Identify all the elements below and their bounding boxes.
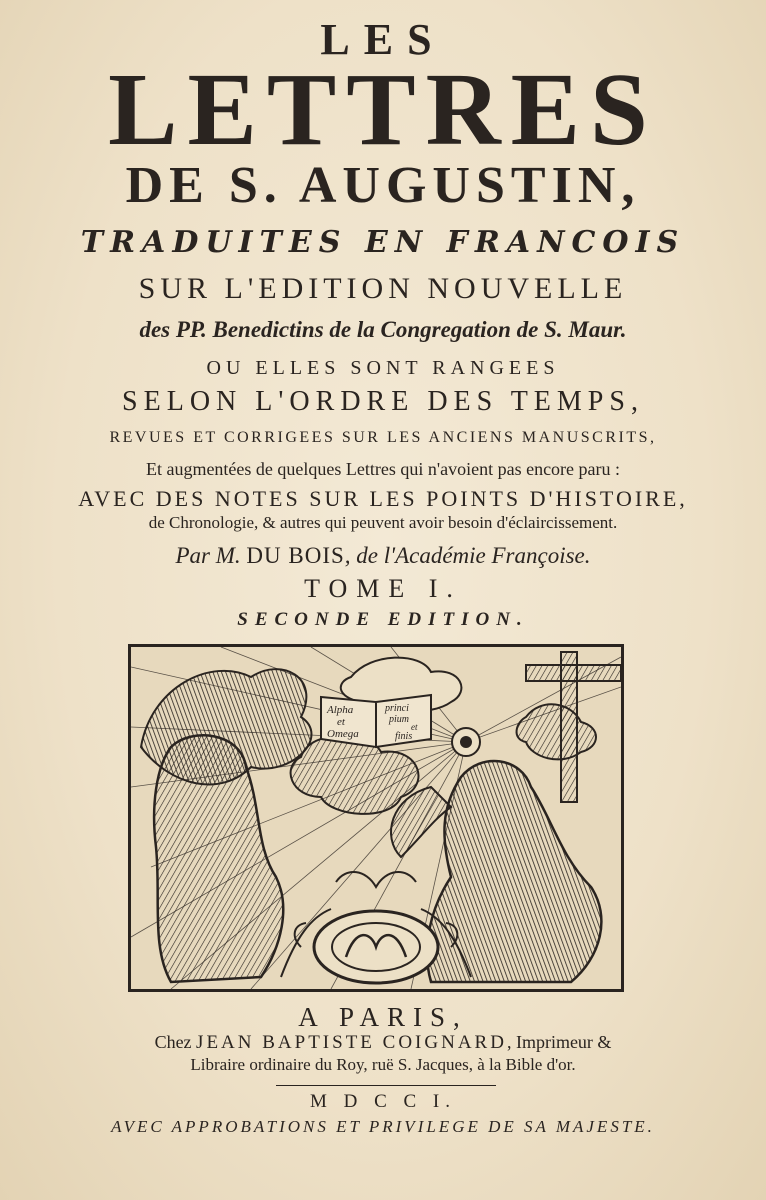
radiant-sun <box>452 728 480 756</box>
title-les: LES <box>320 15 446 64</box>
book-right-line-3: et <box>411 722 418 732</box>
book-left-line-3: Omega <box>327 728 359 740</box>
imprint-printer <box>0 1033 766 1052</box>
open-book <box>321 695 431 747</box>
woodcut-illustration <box>128 644 624 992</box>
book-right-line-4: finis <box>395 731 413 742</box>
imprint-divider <box>276 1085 496 1086</box>
subtitle-edition: SUR L'EDITION NOUVELLE <box>138 272 628 305</box>
cross-horizontal <box>526 665 621 681</box>
imprint-chez: Chez <box>154 1032 192 1052</box>
book-right-line-1: princi <box>385 703 409 714</box>
subtitle-ou-elles: OU ELLES SONT RANGEES <box>206 357 560 379</box>
title-author-line: DE S. AUGUSTIN, <box>125 157 641 214</box>
subtitle-chronologie: de Chronologie, & autres qui peuvent avoir besoin d'éclaircissement. <box>148 513 618 532</box>
imprint-printer-suffix: , Imprimeur & <box>506 1032 612 1052</box>
imprint-city: A PARIS, <box>298 1002 468 1032</box>
volume-number: TOME I. <box>304 574 462 603</box>
book-right-line-2: pium <box>389 714 409 725</box>
subtitle-avec-notes: AVEC DES NOTES SUR LES POINTS D'HISTOIRE, <box>78 486 688 511</box>
subtitle-revues: REVUES ET CORRIGEES SUR LES ANCIENS MANUSCRITS, <box>109 429 657 446</box>
title-lettres: LETTRES <box>108 52 658 167</box>
imprint-libraire: Libraire ordinaire du Roy, ruë S. Jacques, à la Bible d'or. <box>190 1055 576 1074</box>
subtitle-benedictins: des PP. Benedictins de la Congregation de S. Maur. <box>139 317 627 342</box>
author-credit-suffix: , de l'Académie Françoise. <box>344 543 591 568</box>
subtitle-augmentees: Et augmentées de quelques Lettres qui n'avoient pas encore paru : <box>145 459 621 479</box>
edition-label: SECONDE EDITION. <box>237 609 529 630</box>
imprint-approbations: AVEC APPROBATIONS ET PRIVILEGE DE SA MAJESTE. <box>111 1117 655 1136</box>
author-credit-prefix: Par M. <box>175 543 241 568</box>
book-left-line-2: et <box>337 716 345 728</box>
subtitle-selon: SELON L'ORDRE DES TEMPS, <box>122 386 644 417</box>
subtitle-traduites: TRADUITES EN FRANCOIS <box>80 225 686 260</box>
author-credit <box>0 544 766 567</box>
imprint-printer-name: JEAN BAPTISTE COIGNARD <box>196 1032 507 1053</box>
imprint-year: M D C C I. <box>309 1091 457 1112</box>
author-credit-name: DU BOIS <box>246 543 345 568</box>
book-left-line-1: Alpha <box>327 704 354 716</box>
